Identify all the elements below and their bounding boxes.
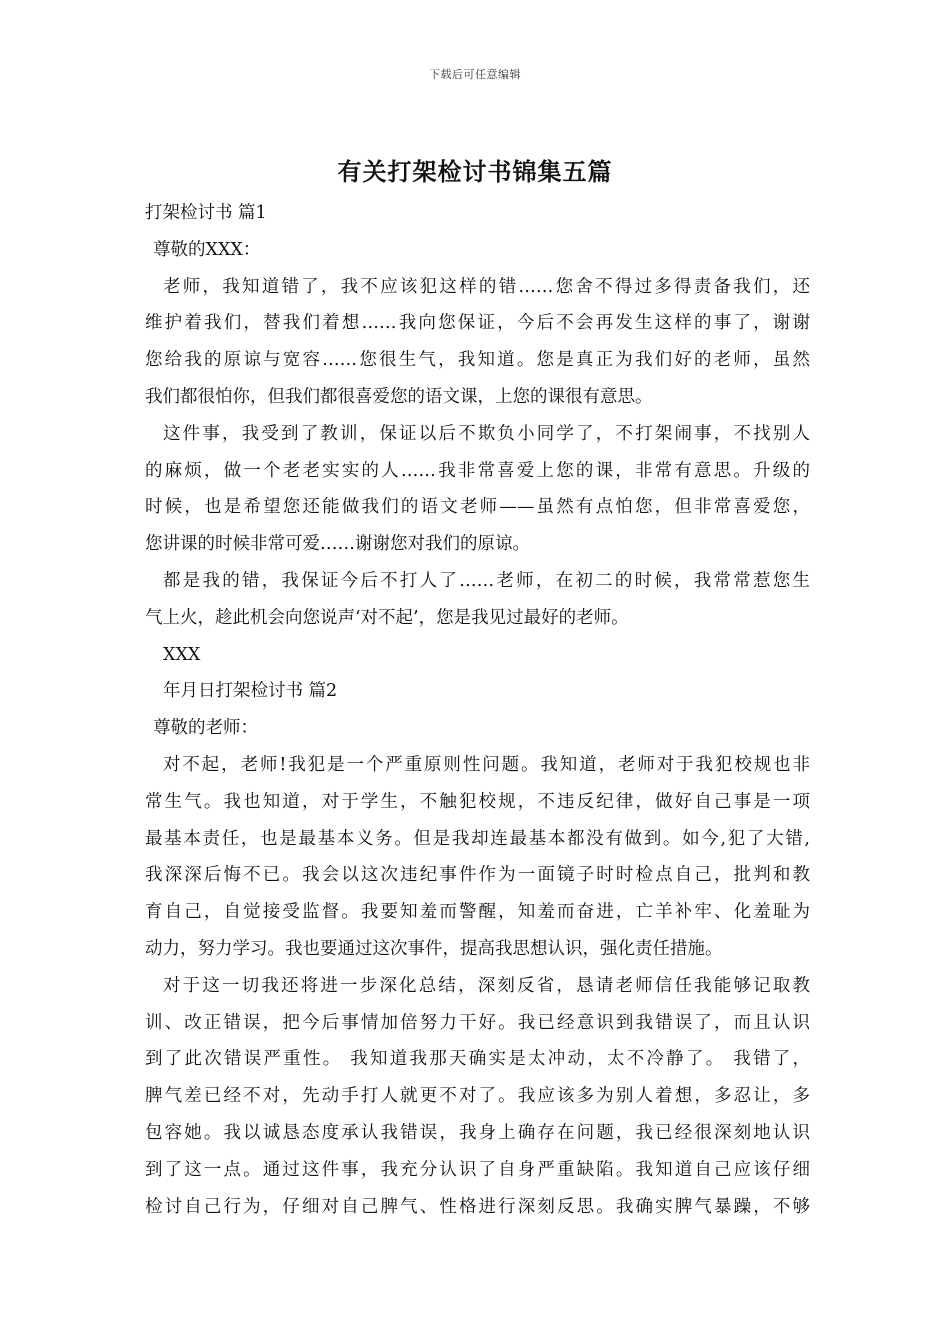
text-line: 打架检讨书 篇1	[145, 203, 267, 223]
text-line: 对不起，老师!我犯是一个严重原则性问题。我知道，老师对于我犯校规也非	[163, 754, 810, 775]
text-line: 您给我的原谅与宽容……您很生气，我知道。您是真正为我们好的老师，虽然	[145, 350, 810, 371]
text-line: 育自己，自觉接受监督。我要知羞而警醒，知羞而奋进，亡羊补牢、化羞耻为	[145, 902, 810, 923]
text-line: 的麻烦，做一个老老实实的人……我非常喜爱上您的课，非常有意思。升级的	[145, 460, 810, 481]
text-line: 脾气差已经不对，先动手打人就更不对了。我应该多为别人着想，多忍让，多	[145, 1086, 810, 1107]
text-line: 尊敬的XXX：	[153, 239, 261, 260]
document-body	[145, 195, 810, 1225]
text-line: 常生气。我也知道，对于学生，不触犯校规，不违反纪律，做好自己事是一项	[145, 791, 810, 812]
text-line: 维护着我们，替我们着想……我向您保证，今后不会再发生这样的事了，谢谢	[145, 313, 810, 334]
text-line: 我们都很怕你，但我们都很喜爱您的语文课，上您的课很有意思。	[145, 386, 653, 407]
text-line: 尊敬的老师：	[153, 718, 258, 739]
text-line: 这件事，我受到了教训，保证以后不欺负小同学了，不打架闹事，不找别人	[163, 423, 810, 444]
text-line: 检讨自己行为，仔细对自己脾气、性格进行深刻反思。我确实脾气暴躁，不够	[145, 1196, 810, 1217]
text-line: 都是我的错，我保证今后不打人了……老师，在初二的时候，我常常惹您生	[163, 570, 810, 591]
text-line: 年月日打架检讨书 篇2	[163, 681, 338, 702]
header-note: 下载后可任意编辑	[429, 68, 521, 81]
document-title: 有关打架检讨书锦集五篇	[337, 157, 613, 186]
text-line: 包容她。我以诚恳态度承认我错误，我身上确存在问题，我已经很深刻地认识	[145, 1122, 810, 1143]
text-line: XXX	[163, 644, 201, 665]
text-line: 时候，也是希望您还能做我们的语文老师——虽然有点怕您，但非常喜爱您，	[145, 497, 810, 518]
text-line: 到了此次错误严重性。 我知道我那天确实是太冲动，太不冷静了。 我错了，	[145, 1049, 810, 1070]
text-line: 对于这一切我还将进一步深化总结，深刻反省，恳请老师信任我能够记取教	[163, 975, 810, 996]
text-line: 气上火，趁此机会向您说声‘对不起’，您是我见过最好的老师。	[145, 607, 629, 628]
text-line: 动力，努力学习。我也要通过这次事件，提高我思想认识，强化责任措施。	[145, 938, 723, 959]
text-line: 训、改正错误，把今后事情加倍努力干好。我已经意识到我错误了，而且认识	[145, 1012, 810, 1033]
text-line: 最基本责任，也是最基本义务。但是我却连最基本都没有做到。如今,犯了大错,	[145, 828, 810, 849]
text-line: 到了这一点。通过这件事，我充分认识了自身严重缺陷。我知道自己应该仔细	[145, 1159, 810, 1180]
text-line: 我深深后悔不已。我会以这次违纪事件作为一面镜子时时检点自己，批判和教	[145, 865, 810, 886]
text-line: 老师，我知道错了，我不应该犯这样的错……您舍不得过多得责备我们，还	[163, 276, 810, 297]
text-line: 您讲课的时候非常可爱……谢谢您对我们的原谅。	[145, 534, 530, 555]
